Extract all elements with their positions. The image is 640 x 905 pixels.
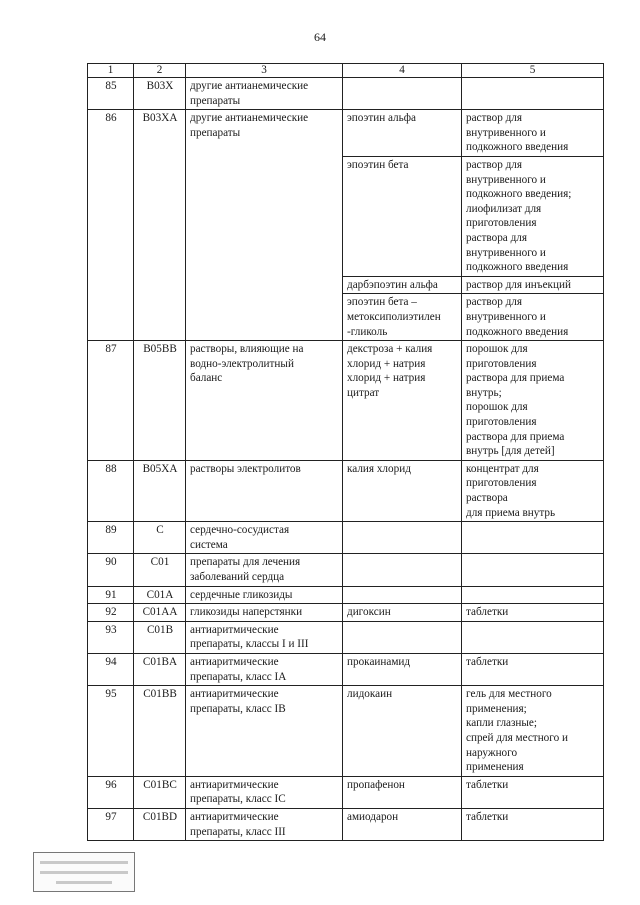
row-number: 96 (88, 776, 134, 808)
column-header: 4 (343, 64, 462, 78)
dosage-form (462, 586, 604, 604)
table-row (88, 110, 604, 157)
drug-name: эпоэтин бета (343, 156, 462, 276)
table-row (88, 621, 604, 653)
row-number: 90 (88, 554, 134, 586)
atc-code: C01 (134, 554, 186, 586)
table-row (88, 586, 604, 604)
header-row (88, 64, 604, 78)
row-number: 92 (88, 604, 134, 622)
group-name: антиаритмические препараты, класс IB (186, 686, 343, 777)
dosage-form: раствор для внутривенного и подкожного введения (462, 294, 604, 341)
dosage-form: концентрат для приготовления раствора для приема внутрь (462, 460, 604, 521)
dosage-form (462, 554, 604, 586)
table-row (88, 653, 604, 685)
group-name: другие антианемические препараты (186, 78, 343, 110)
stamp-line (40, 871, 128, 874)
group-name: сердечно-сосудистая система (186, 522, 343, 554)
atc-code: C01BD (134, 808, 186, 840)
row-number: 97 (88, 808, 134, 840)
atc-code: C01BB (134, 686, 186, 777)
drug-name: дарбэпоэтин альфа (343, 276, 462, 294)
dosage-form: таблетки (462, 776, 604, 808)
dosage-form (462, 522, 604, 554)
stamp-line (40, 861, 128, 864)
row-number: 85 (88, 78, 134, 110)
atc-code: C01B (134, 621, 186, 653)
stamp-line (56, 881, 112, 884)
column-header: 1 (88, 64, 134, 78)
drug-name: амиодарон (343, 808, 462, 840)
drug-name (343, 78, 462, 110)
atc-code: C01AA (134, 604, 186, 622)
drug-name (343, 522, 462, 554)
atc-code: B03XA (134, 110, 186, 341)
dosage-form: раствор для внутривенного и подкожного введения (462, 110, 604, 157)
row-number: 89 (88, 522, 134, 554)
dosage-form: порошок для приготовления раствора для приема внутрь; порошок для приготовления раствора для приема внутрь [для детей] (462, 341, 604, 461)
drug-name: пропафенон (343, 776, 462, 808)
dosage-form: раствор для внутривенного и подкожного введения; лиофилизат для приготовления раствора для внутривенного и подкожного введения (462, 156, 604, 276)
drug-name: эпоэтин альфа (343, 110, 462, 157)
table-row (88, 522, 604, 554)
column-header: 3 (186, 64, 343, 78)
group-name: антиаритмические препараты, классы I и III (186, 621, 343, 653)
drug-name: дигоксин (343, 604, 462, 622)
dosage-form (462, 621, 604, 653)
column-header: 2 (134, 64, 186, 78)
page-number: 64 (314, 30, 326, 44)
table-row (88, 341, 604, 461)
group-name: растворы электролитов (186, 460, 343, 521)
column-header: 5 (462, 64, 604, 78)
atc-code: C01A (134, 586, 186, 604)
group-name: сердечные гликозиды (186, 586, 343, 604)
dosage-form: раствор для инъекций (462, 276, 604, 294)
atc-code: C (134, 522, 186, 554)
dosage-form: таблетки (462, 808, 604, 840)
table-row (88, 460, 604, 521)
row-number: 87 (88, 341, 134, 461)
table-row (88, 78, 604, 110)
group-name: препараты для лечения заболеваний сердца (186, 554, 343, 586)
group-name: другие антианемические препараты (186, 110, 343, 341)
row-number: 94 (88, 653, 134, 685)
group-name: гликозиды наперстянки (186, 604, 343, 622)
row-number: 86 (88, 110, 134, 341)
row-number: 91 (88, 586, 134, 604)
table-body (88, 64, 604, 841)
drug-name (343, 586, 462, 604)
group-name: растворы, влияющие на водно-электролитный баланс (186, 341, 343, 461)
table-row (88, 604, 604, 622)
dosage-form: таблетки (462, 653, 604, 685)
group-name: антиаритмические препараты, класс IA (186, 653, 343, 685)
drug-name: прокаинамид (343, 653, 462, 685)
dosage-form (462, 78, 604, 110)
table-row (88, 554, 604, 586)
row-number: 95 (88, 686, 134, 777)
group-name: антиаритмические препараты, класс IC (186, 776, 343, 808)
atc-code: C01BC (134, 776, 186, 808)
table-row (88, 776, 604, 808)
atc-code: B05XA (134, 460, 186, 521)
row-number: 88 (88, 460, 134, 521)
drug-name: эпоэтин бета – метоксиполиэтилен -гликоль (343, 294, 462, 341)
drug-name (343, 554, 462, 586)
table-row (88, 686, 604, 777)
atc-code: B05BB (134, 341, 186, 461)
atc-code: C01BA (134, 653, 186, 685)
drug-name: калия хлорид (343, 460, 462, 521)
atc-code: B03X (134, 78, 186, 110)
drug-name: лидокаин (343, 686, 462, 777)
drug-name (343, 621, 462, 653)
medicines-table (87, 63, 604, 841)
dosage-form: таблетки (462, 604, 604, 622)
archive-stamp (33, 852, 135, 892)
table-row (88, 808, 604, 840)
drug-name: декстроза + калия хлорид + натрия хлорид + натрия цитрат (343, 341, 462, 461)
group-name: антиаритмические препараты, класс III (186, 808, 343, 840)
row-number: 93 (88, 621, 134, 653)
dosage-form: гель для местного применения; капли глазные; спрей для местного и наружного применения (462, 686, 604, 777)
